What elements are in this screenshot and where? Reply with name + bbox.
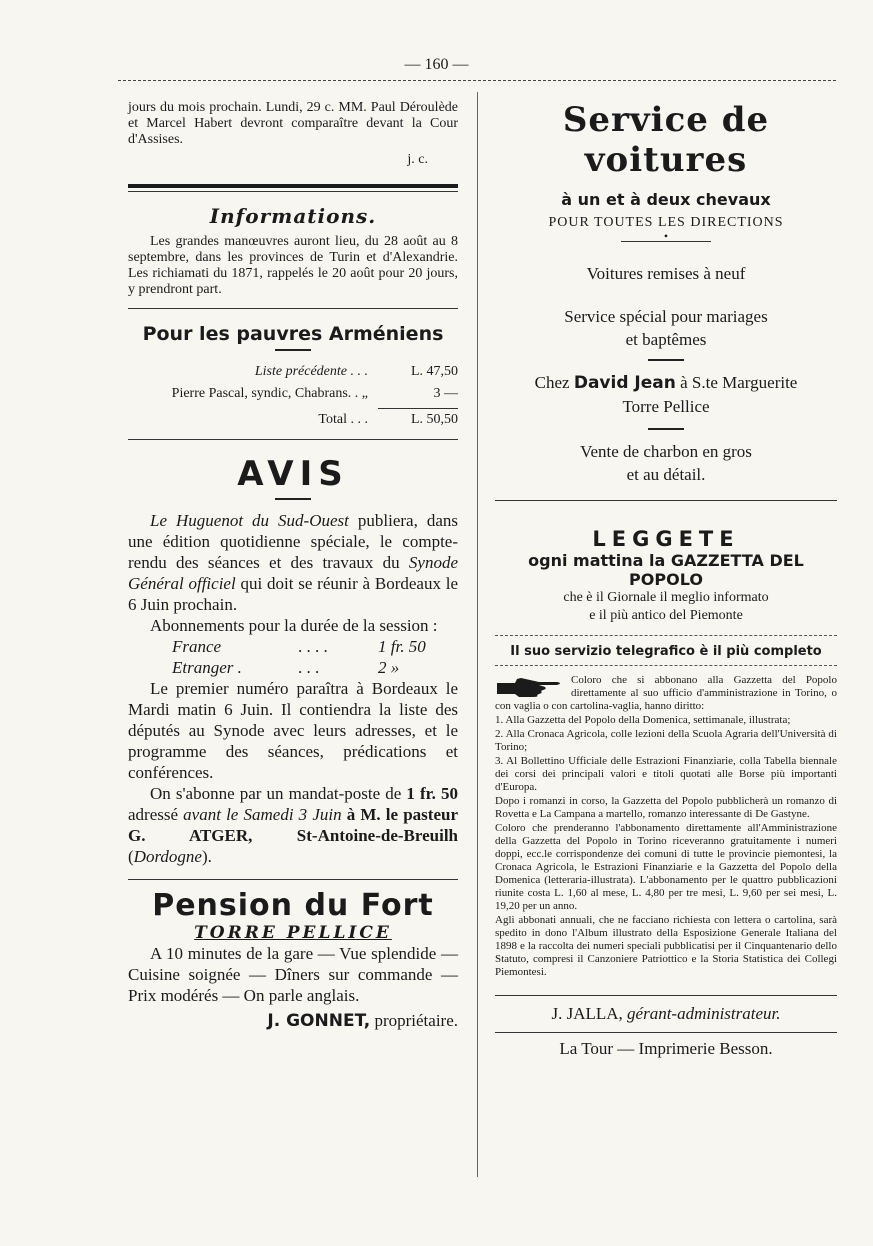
- service-address: [495, 371, 837, 395]
- fine-paragraph: [495, 674, 837, 713]
- price-label: Etranger .: [172, 658, 242, 677]
- row-label: Total . . .: [318, 412, 368, 427]
- subscription-row: [128, 409, 458, 431]
- leggete-subtitle: ogni mattina la GAZZETTA DEL POPOLO: [528, 551, 804, 589]
- pension-text: A 10 minutes de la gare — Vue splendide — Cuisine soignée — Dîners sur commande — Prix modérés — On parle anglais.: [128, 944, 458, 1005]
- row-label: Pierre Pascal, syndic, Chabrans. . „: [171, 386, 368, 401]
- avis-text: ).: [201, 847, 212, 866]
- avis-price: 1 fr. 50: [406, 784, 458, 803]
- column-divider: [477, 92, 478, 1177]
- section-divider: [128, 879, 458, 880]
- pension-title: Pension du Fort: [152, 888, 434, 923]
- intro-text: jours du mois prochain. Lundi, 29 c. MM. Paul Déroulède et Marcel Habert devront comparaître devant la Cour d'Assises.: [128, 100, 458, 147]
- section-divider: [128, 308, 458, 309]
- price-dots: . . .: [298, 658, 320, 677]
- short-rule: [275, 498, 311, 500]
- section-divider: [128, 191, 458, 192]
- gerant-line: [495, 1004, 837, 1024]
- service-directions: POUR TOUTES LES DIRECTIONS: [548, 215, 784, 230]
- informations-title: Informations.: [209, 204, 377, 228]
- pension-subtitle: TORRE PELLICE: [194, 923, 392, 943]
- avis-journal-name: Le Huguenot du Sud-Ouest: [150, 511, 349, 530]
- short-rule: [275, 349, 311, 351]
- short-rule: [648, 428, 684, 430]
- short-rule: [648, 359, 684, 361]
- avis-text: publiera, dans une édition quotidienne spéciale, le compte-rendu des séances et des travaux du: [128, 511, 459, 572]
- proprietor-name: David Jean: [573, 373, 676, 393]
- section-divider: [495, 665, 837, 666]
- armeniens-title: Pour les pauvres Arméniens: [142, 323, 444, 345]
- fine-paragraph: 2. Alla Cronaca Agricola, colle lezioni della Scuola Agraria dell'Università di Torino;: [495, 728, 837, 753]
- avis-abonnements: Abonnements pour la durée de la session :: [150, 616, 438, 635]
- fine-text: Coloro che si abbonano alla Gazzetta del Popolo direttamente al suo ufficio d'amministrazione in Torino, o con vaglia o con cartolina-vaglia, hanno diritto:: [495, 674, 837, 712]
- row-label: Liste précédente . . .: [254, 364, 368, 379]
- service-line: et baptêmes: [625, 330, 707, 349]
- section-divider: [495, 635, 837, 636]
- left-column: [128, 100, 458, 1032]
- informations-text: Les grandes manœuvres auront lieu, du 28 août au 8 septembre, dans les provinces de Turin et d'Alexandrie. Les richiamati du 1871, rappelés le 20 août pour 20 jours, y prendront part.: [128, 234, 458, 297]
- pointing-hand-icon: [495, 674, 565, 700]
- avis-address: à M. le pasteur G. ATGER, St-Antoine-de-Breuilh: [128, 805, 458, 845]
- section-divider: [128, 439, 458, 440]
- service-subtitle: à un et à deux chevaux: [561, 190, 771, 209]
- fine-paragraph: Coloro che prenderanno l'abbonamento direttamente all'Amministrazione della Gazzetta del Popolo in Torino riceveranno gratuitamente i numeri doppi, ecc.le corrispondenze dei comuni di tutte le provincie piemontesi, la Cronaca Agricola, le Estrazioni Finanziarie e la Gazzetta del Popolo della Domenica (letteraria-illustrata). L'abbonamento per le quattro pubblicazioni riunite costa L. 1,60 al mese, L. 4,80 per tre mesi, L. 9,60 per sei mesi, L. 19,20 per un anno.: [495, 822, 837, 912]
- leggete-line: e il più antico del Piemonte: [589, 608, 743, 623]
- imprimerie-line: La Tour — Imprimerie Besson.: [559, 1039, 773, 1058]
- service-line: Voitures remises à neuf: [586, 264, 746, 283]
- avis-synode: Synode Général officiel: [128, 553, 458, 593]
- subscription-row: [128, 383, 458, 405]
- chez-text: Chez: [534, 373, 574, 392]
- section-divider: [495, 500, 837, 501]
- section-divider: [128, 184, 458, 188]
- service-title: Service de voitures: [562, 100, 770, 180]
- service-line: et au détail.: [626, 465, 706, 484]
- avis-paragraph: [128, 783, 458, 867]
- avis-paragraph: [128, 510, 458, 615]
- owner-role: propriétaire.: [370, 1011, 458, 1030]
- section-divider: [495, 995, 837, 996]
- fine-paragraph: Agli abbonati annuali, che ne facciano richiesta con lettera o cartolina, sarà spedito in dono l'Album illustrato della Esposizione Generale Italiana del 1898 e la raccolta dei numeri speciali pubblicatisi per il Cinquantenario dello Statuto, compresi il Canzoniere Patriottico e la Storia Statistica dei Collegi Piemontesi.: [495, 914, 837, 978]
- avis-dept: Dordogne: [133, 847, 202, 866]
- owner-name: J. GONNET,: [267, 1011, 371, 1031]
- price-dots: . . . .: [298, 637, 328, 656]
- section-divider: [495, 1032, 837, 1033]
- avis-text: (: [128, 847, 134, 866]
- service-line: Service spécial pour mariages: [564, 307, 768, 326]
- avis-paragraph: Le premier numéro paraîtra à Bordeaux le Mardi matin 6 Juin. Il contiendra la liste des députés au Synode avec leurs adresses, et le programme des séances, prédications et conférences.: [128, 679, 458, 782]
- row-value: 3 —: [433, 386, 458, 401]
- place-text: à S.te Marguerite: [675, 373, 798, 392]
- row-value: L. 47,50: [410, 364, 458, 379]
- fine-paragraph: 3. Al Bollettino Ufficiale delle Estrazioni Finanziarie, colla Tabella biennale dei corsi dei principali valori e titoli quotati alle Borse più importanti d'Europa.: [495, 755, 837, 793]
- service-line: Vente de charbon en gros: [580, 442, 752, 461]
- right-column: [495, 100, 837, 1059]
- intro-signature: j. c.: [407, 152, 428, 167]
- subscription-row: [128, 361, 458, 383]
- gazzetta-fine-print: [495, 674, 837, 979]
- header-rule: [118, 80, 836, 81]
- price-value: 2 »: [378, 658, 400, 677]
- page-number: — 160 —: [404, 56, 469, 73]
- fine-paragraph: 1. Alla Gazzetta del Popolo della Domenica, settimanale, illustrata;: [495, 714, 791, 726]
- avis-title: AVIS: [237, 454, 349, 494]
- price-label: France: [172, 637, 222, 656]
- avis-text: On s'abonne par un mandat-poste de: [150, 784, 407, 803]
- avis-text: qui doit se réunir à Bordeaux le 6 Juin prochain.: [128, 574, 458, 614]
- leggete-line: che è il Giornale il meglio informato: [563, 590, 769, 605]
- price-value: 1 fr. 50: [378, 637, 426, 656]
- pension-owner: [128, 1010, 458, 1032]
- avis-text: adressé: [128, 805, 184, 824]
- row-value: L. 50,50: [410, 412, 458, 427]
- leggete-title: LEGGETE: [592, 527, 740, 551]
- fine-paragraph: Dopo i romanzi in corso, la Gazzetta del Popolo pubblicherà un romanzo di Rovetta e La Campana a martello, romanzo interessante di De Gastyne.: [495, 795, 837, 820]
- ornament-rule: •: [621, 231, 711, 242]
- price-row: [128, 636, 458, 657]
- telegraph-line: Il suo servizio telegrafico è il più completo: [510, 644, 822, 659]
- gerant-name: J. JALLA,: [551, 1004, 623, 1023]
- gerant-role: gérant-administrateur.: [622, 1004, 781, 1023]
- avis-deadline: avant le Samedi 3 Juin: [183, 805, 342, 824]
- price-row: [128, 657, 458, 678]
- service-town: Torre Pellice: [622, 397, 710, 416]
